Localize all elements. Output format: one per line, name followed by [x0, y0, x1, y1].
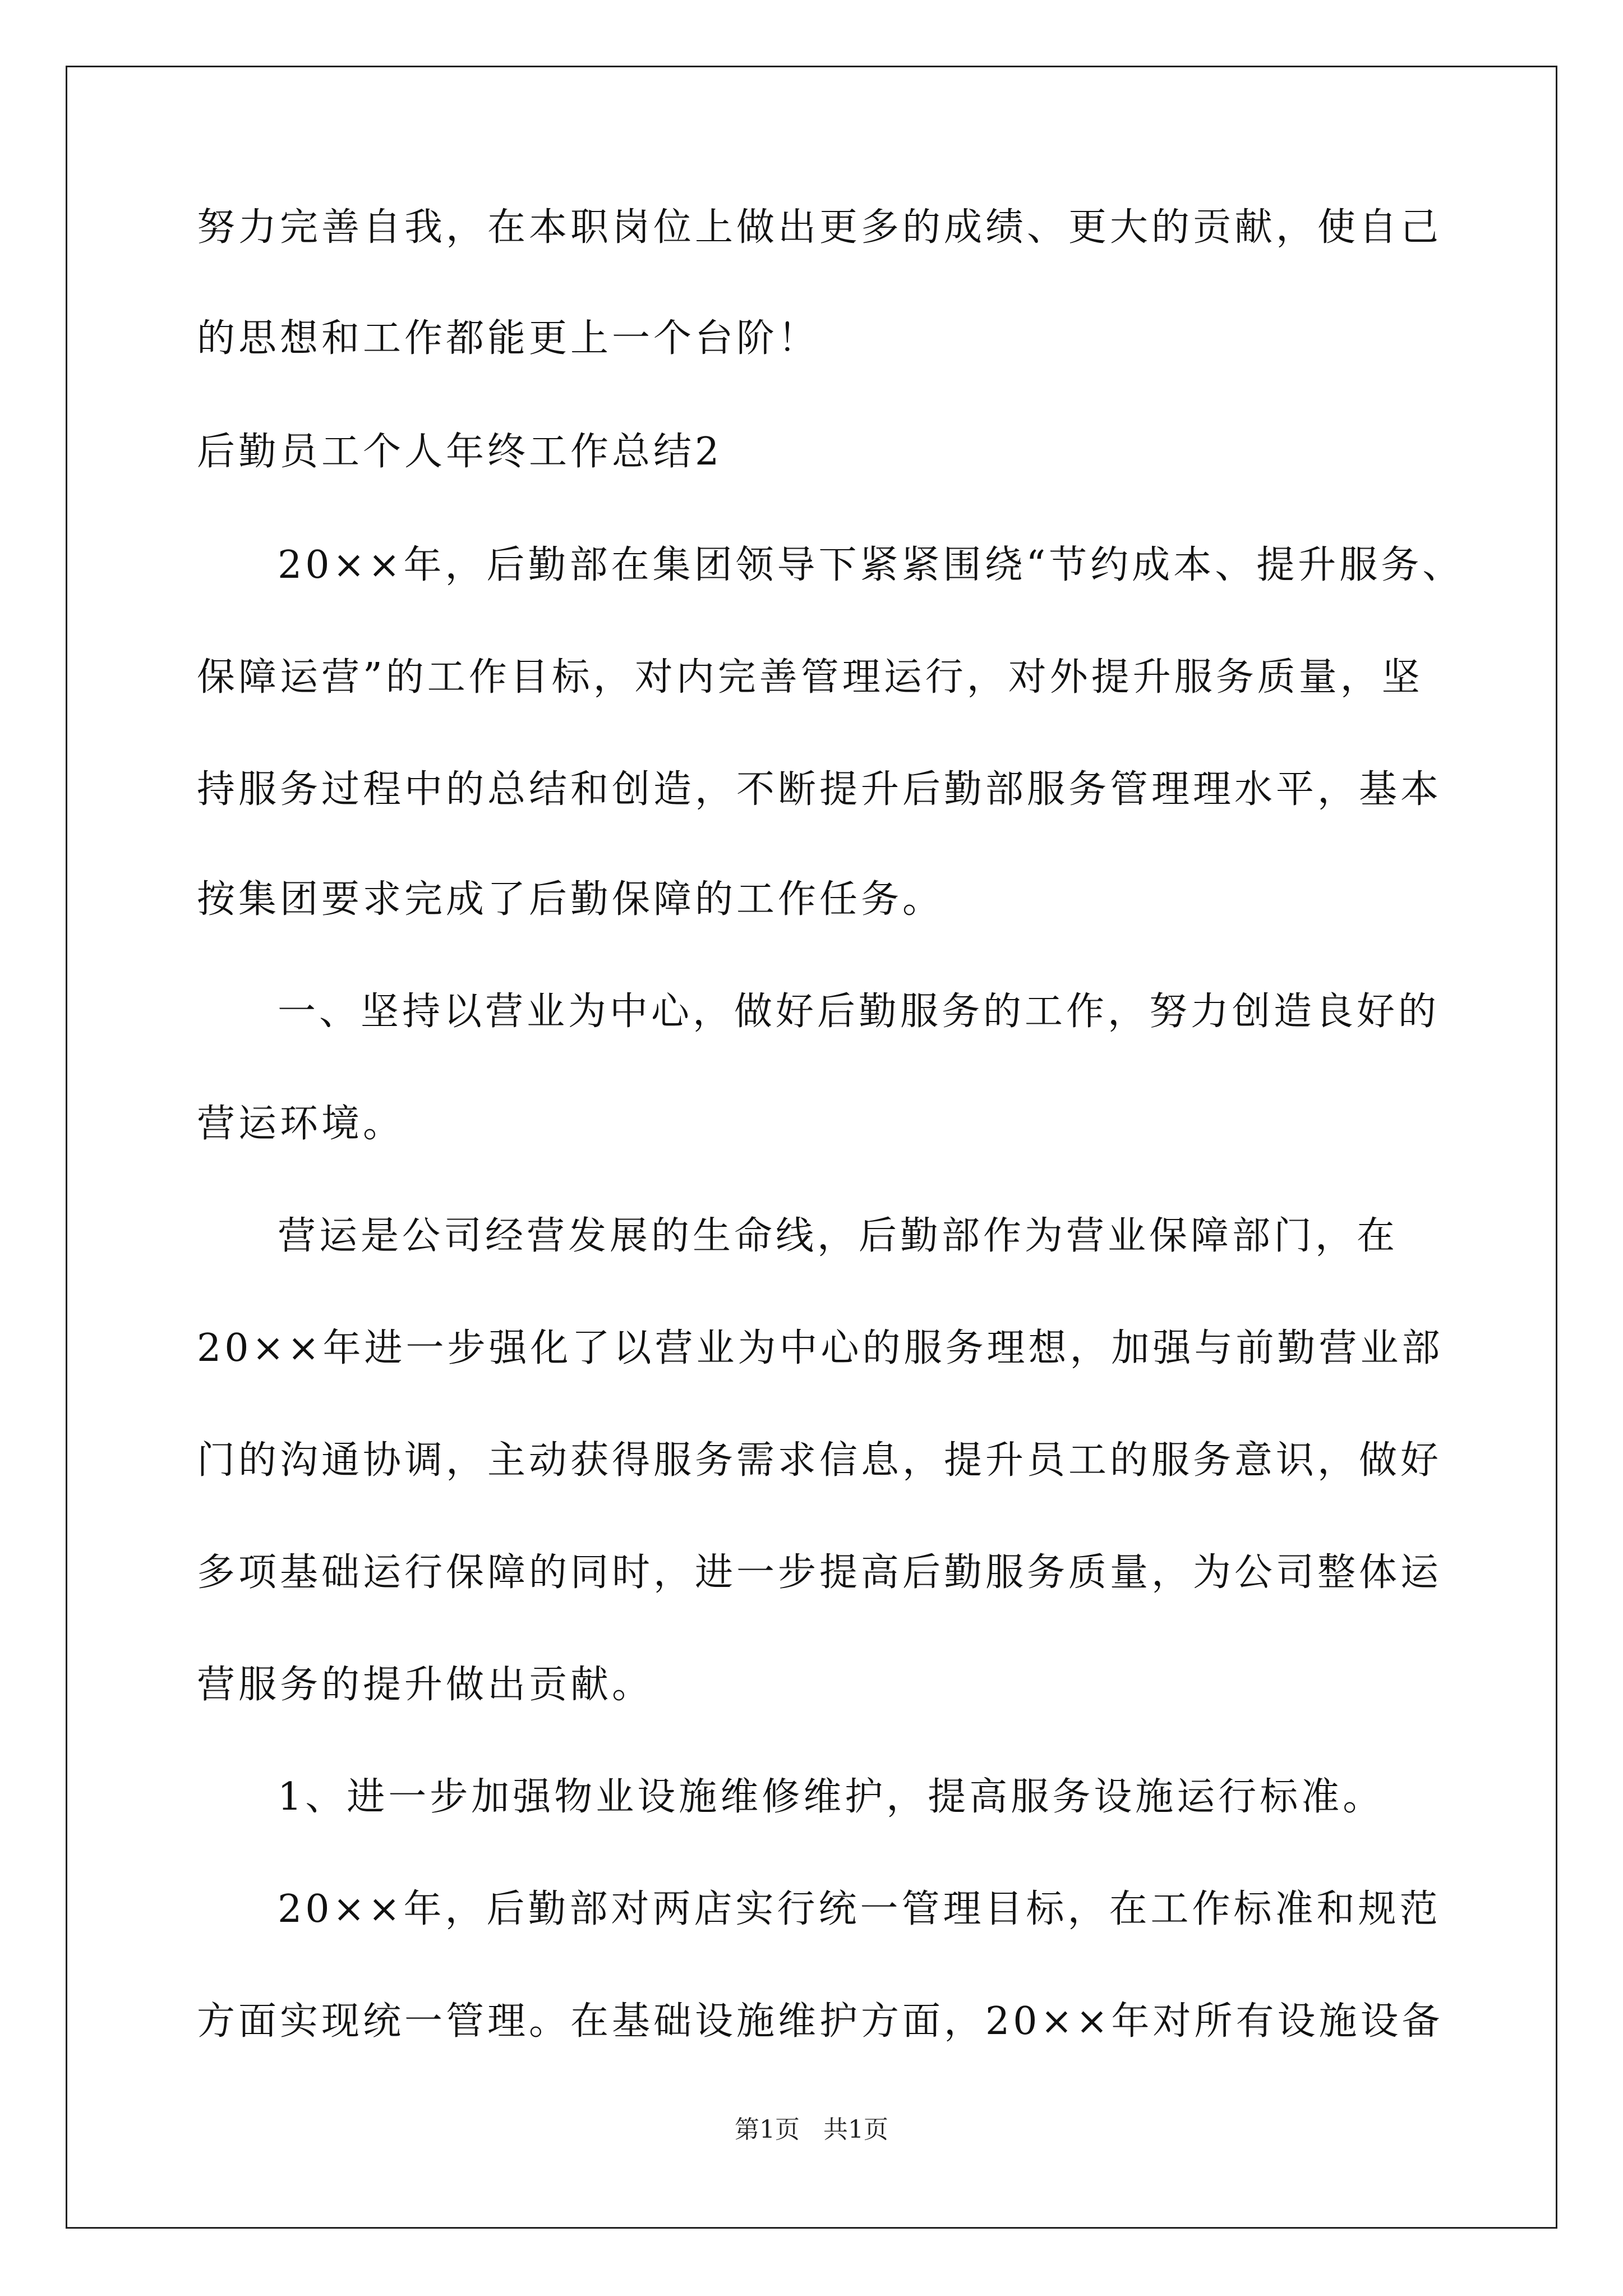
paragraph-line: 按集团要求完成了后勤保障的工作任务。 — [197, 877, 944, 922]
paragraph-line: 营运是公司经营发展的生命线，后勤部作为营业保障部门，在 — [278, 1214, 1399, 1258]
paragraph-line: 多项基础运行保障的同时，进一步提高后勤服务质量，为公司整体运 — [197, 1550, 1442, 1595]
paragraph-line: 的思想和工作都能更上一个台阶！ — [197, 316, 820, 361]
paragraph-line: 门的沟通协调，主动获得服务需求信息，提升员工的服务意识，做好 — [197, 1438, 1442, 1483]
paragraph-line: 营服务的提升做出贡献。 — [197, 1663, 654, 1707]
paragraph-line: 持服务过程中的总结和创造，不断提升后勤部服务管理理水平，基本 — [197, 767, 1442, 812]
page-number-footer: 第1页 共1页 — [735, 2115, 888, 2144]
paragraph-line: 保障运营”的工作目标，对内完善管理运行，对外提升服务质量，坚 — [197, 655, 1423, 700]
paragraph-line: 一、坚持以营业为中心，做好后勤服务的工作，努力创造良好的 — [278, 990, 1440, 1034]
paragraph-line: 20××年，后勤部对两店实行统一管理目标，在工作标准和规范 — [278, 1887, 1441, 1931]
section-title: 后勤员工个人年终工作总结2 — [197, 430, 723, 474]
paragraph-line: 营运环境。 — [197, 1102, 405, 1146]
paragraph-line: 方面实现统一管理。在基础设施维护方面，20××年对所有设施设备 — [197, 1999, 1444, 2044]
paragraph-line: 1、进一步加强物业设施维修维护，提高服务设施运行标准。 — [278, 1775, 1385, 1819]
paragraph-line: 20××年进一步强化了以营业为中心的服务理想，加强与前勤营业部 — [197, 1326, 1444, 1370]
paragraph-line: 20××年，后勤部在集团领导下紧紧围绕“节约成本、提升服务、 — [278, 543, 1464, 587]
paragraph-line: 努力完善自我，在本职岗位上做出更多的成绩、更大的贡献，使自己 — [197, 205, 1442, 250]
